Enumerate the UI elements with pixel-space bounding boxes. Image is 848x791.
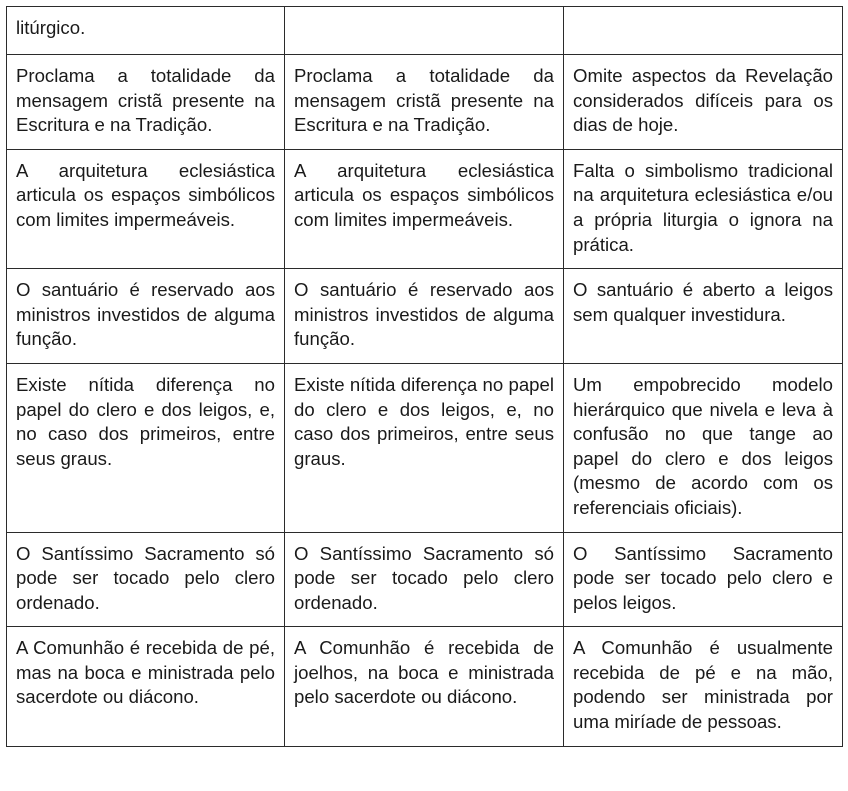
cell-text: O Santíssimo Sacramento só pode ser tocado pelo clero ordenado.	[294, 542, 554, 613]
cell-text: Omite aspectos da Revelação considerados difíceis para os dias de hoje.	[573, 65, 833, 136]
table-cell	[7, 363, 285, 532]
table-cell	[7, 627, 285, 746]
table-cell	[564, 269, 843, 364]
cell-text: Existe nítida diferença no papel do clero e dos leigos, e, no caso dos primeiros, entre seus graus.	[294, 373, 554, 469]
cell-text: A Comunhão é usualmente recebida de pé e na mão, podendo ser ministrada por uma miríade de pessoas.	[573, 637, 833, 733]
table-cell	[285, 7, 564, 55]
cell-text: Existe nítida diferença no papel do clero e dos leigos, e, no caso dos primeiros, entre seus graus.	[16, 373, 275, 469]
cell-text: O Santíssimo Sacramento só pode ser tocado pelo clero ordenado.	[16, 542, 275, 613]
table-row	[7, 55, 843, 150]
table-cell	[7, 55, 285, 150]
table-cell	[285, 627, 564, 746]
cell-text: Proclama a totalidade da mensagem cristã presente na Escritura e na Tradição.	[294, 65, 554, 136]
cell-text: A arquitetura eclesiástica articula os espaços simbólicos com limites impermeáveis.	[16, 159, 275, 230]
cell-text: O Santíssimo Sacramento pode ser tocado pelo clero e pelos leigos.	[573, 542, 833, 613]
cell-text: Proclama a totalidade da mensagem cristã presente na Escritura e na Tradição.	[16, 65, 275, 136]
table-row	[7, 149, 843, 268]
table-cell	[564, 532, 843, 627]
table-cell	[7, 269, 285, 364]
table-row	[7, 7, 843, 55]
table-cell	[285, 363, 564, 532]
table-cell	[285, 55, 564, 150]
cell-text: A Comunhão é recebida de joelhos, na boca e ministrada pelo sacerdote ou diácono.	[294, 637, 554, 708]
cell-text: O santuário é reservado aos ministros investidos de alguma função.	[16, 279, 275, 350]
table-cell	[285, 149, 564, 268]
table-cell	[564, 149, 843, 268]
table-cell	[7, 532, 285, 627]
table-row	[7, 363, 843, 532]
cell-text: O santuário é reservado aos ministros investidos de alguma função.	[294, 279, 554, 350]
table-row	[7, 269, 843, 364]
cell-text: litúrgico.	[16, 17, 86, 38]
cell-text: Um empobrecido modelo hierárquico que nivela e leva à confusão no que tange ao papel do clero e dos leigos (mesmo de acordo com os referenciais oficiais).	[573, 373, 833, 518]
cell-text: Falta o simbolismo tradicional na arquitetura eclesiástica e/ou a própria liturgia o ignora na prática.	[573, 159, 833, 255]
table-cell	[564, 7, 843, 55]
cell-text: A arquitetura eclesiástica articula os espaços simbólicos com limites impermeáveis.	[294, 159, 554, 230]
table-cell	[7, 7, 285, 55]
comparison-table	[6, 6, 843, 747]
table-cell	[564, 627, 843, 746]
table-cell	[564, 55, 843, 150]
table-cell	[285, 532, 564, 627]
table-row	[7, 532, 843, 627]
table-cell	[564, 363, 843, 532]
cell-text: A Comunhão é recebida de pé, mas na boca e ministrada pelo sacerdote ou diácono.	[16, 637, 275, 708]
table-cell	[7, 149, 285, 268]
table-row	[7, 627, 843, 746]
table-cell	[285, 269, 564, 364]
cell-text: O santuário é aberto a leigos sem qualquer investidura.	[573, 279, 833, 325]
